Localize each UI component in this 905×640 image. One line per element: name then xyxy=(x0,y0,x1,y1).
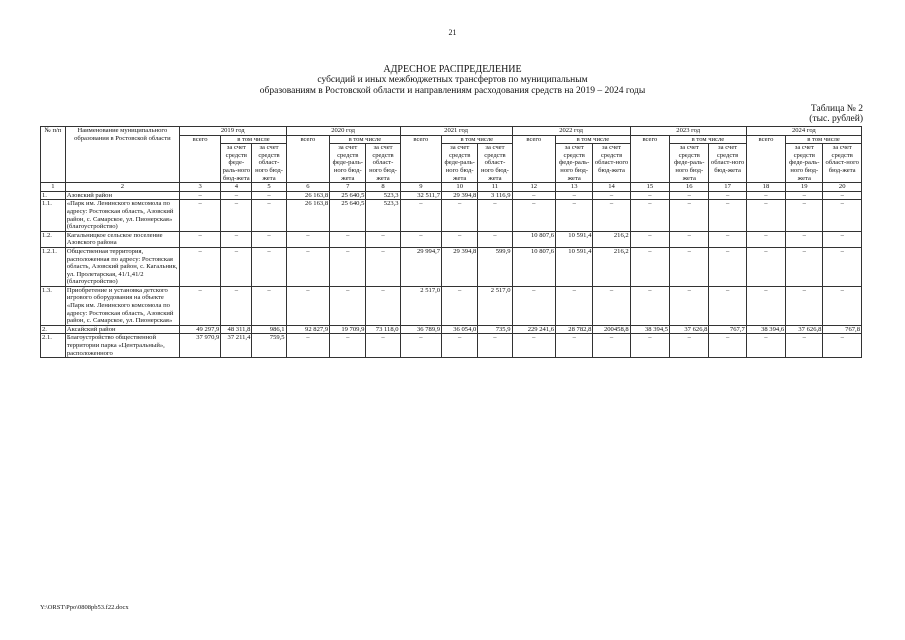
table-row xyxy=(41,334,862,358)
row-value: – xyxy=(330,286,366,325)
row-value: – xyxy=(252,231,286,247)
row-value: 2 517,0 xyxy=(400,286,441,325)
row-value: – xyxy=(252,200,286,231)
header-year: 2021 год xyxy=(400,127,512,136)
column-number: 17 xyxy=(709,183,746,192)
row-value: 38 394,5 xyxy=(630,325,669,334)
row-value: – xyxy=(252,191,286,200)
row-value: 48 311,8 xyxy=(221,325,252,334)
row-value: – xyxy=(366,247,400,286)
row-value: – xyxy=(746,200,785,231)
column-number: 4 xyxy=(221,183,252,192)
row-value: – xyxy=(221,247,252,286)
row-value: 28 782,8 xyxy=(556,325,593,334)
row-name: Благоустройство общественной территории парка «Центральный», расположенного xyxy=(65,334,179,358)
row-value: – xyxy=(286,286,330,325)
row-value: – xyxy=(179,286,220,325)
row-value: – xyxy=(556,286,593,325)
row-value: 29 394,8 xyxy=(442,191,478,200)
row-value: – xyxy=(709,191,746,200)
row-value: – xyxy=(670,247,709,286)
row-value: – xyxy=(746,334,785,358)
title-line-3: образованиям в Ростовской области и направлениям расходования средств на 2019 – 2024 годы xyxy=(259,86,646,96)
row-value: – xyxy=(593,191,630,200)
row-name: Общественная территория, расположенная по адресу: Ростовская область, Азовский район, с. Кагальник, ул. Пролетарская, 41/1,41/2 (благоустройство) xyxy=(66,247,178,286)
header-regional: за счет средств област-ного бюд-жета xyxy=(252,144,286,183)
row-value: – xyxy=(709,200,746,231)
footer-file-path: Y:\ORST\Ppo\0808pb53.f22.docx xyxy=(40,604,129,611)
row-value: – xyxy=(746,231,785,247)
row-value: – xyxy=(630,334,669,358)
row-value: – xyxy=(823,334,862,358)
table-row xyxy=(41,191,862,200)
row-value: 49 297,9 xyxy=(179,325,220,334)
header-year: 2022 год xyxy=(512,127,630,136)
row-value: – xyxy=(786,200,823,231)
row-value: – xyxy=(746,191,785,200)
header-year: 2023 год xyxy=(630,127,746,136)
row-name: Приобретение и установка детского игрового оборудования на объекте «Парк им. Ленинского комсомола по адресу: Ростовская область, Азовский район, с. Самарское, ул. Пионерская» xyxy=(65,286,179,325)
row-value: 25 640,5 xyxy=(330,191,366,200)
row-value: – xyxy=(670,334,709,358)
header-year: 2024 год xyxy=(746,127,861,136)
row-number: 1.2. xyxy=(41,231,66,247)
row-value: 216,2 xyxy=(593,247,630,286)
column-number: 1 xyxy=(41,183,66,192)
row-value: – xyxy=(630,200,669,231)
header-total: всего xyxy=(400,135,441,183)
row-value: 29 394,8 xyxy=(442,247,478,286)
row-value: 29 994,7 xyxy=(400,247,441,286)
row-value: – xyxy=(746,286,785,325)
header-including: в том числе xyxy=(670,135,747,144)
row-value: – xyxy=(786,191,823,200)
row-value: – xyxy=(400,334,441,358)
row-value: – xyxy=(709,286,746,325)
row-value: – xyxy=(478,231,512,247)
row-value: – xyxy=(670,231,709,247)
table-header xyxy=(41,127,862,183)
row-value: – xyxy=(556,191,593,200)
column-number: 5 xyxy=(252,183,286,192)
table-row xyxy=(41,325,862,334)
row-value: – xyxy=(709,231,746,247)
column-number: 16 xyxy=(670,183,709,192)
header-federal: за счет средств феде-раль-ного бюд-жета xyxy=(442,144,478,183)
column-number: 19 xyxy=(786,183,823,192)
row-value: 25 640,5 xyxy=(330,200,366,231)
row-value: – xyxy=(786,286,823,325)
page-number: 21 xyxy=(448,28,457,37)
row-value: – xyxy=(286,334,330,358)
row-value: – xyxy=(330,247,366,286)
row-value: – xyxy=(512,286,556,325)
header-year: 2020 год xyxy=(286,127,400,136)
column-number: 13 xyxy=(556,183,593,192)
header-including: в том числе xyxy=(786,135,862,144)
row-value: – xyxy=(179,200,220,231)
row-value: – xyxy=(823,231,862,247)
header-regional: за счет средств област-ного бюд-жета xyxy=(709,144,746,183)
column-number: 20 xyxy=(823,183,862,192)
table-row xyxy=(41,231,862,247)
row-value: 73 118,0 xyxy=(366,325,400,334)
row-value: – xyxy=(179,191,220,200)
row-value: – xyxy=(823,286,862,325)
row-value: – xyxy=(221,231,252,247)
row-value: – xyxy=(823,191,862,200)
row-value: 38 394,6 xyxy=(746,325,785,334)
row-value: – xyxy=(221,200,252,231)
row-value: – xyxy=(786,247,823,286)
header-regional: за счет средств област-ного бюд-жета xyxy=(823,144,862,183)
row-value: – xyxy=(400,200,441,231)
row-value: – xyxy=(252,247,286,286)
header-name: Наименование муниципального образования в Ростовской области xyxy=(65,127,179,183)
row-name: Кагальницкое сельское поселение Азовского района xyxy=(65,231,179,247)
row-value: – xyxy=(823,200,862,231)
row-value: – xyxy=(593,334,630,358)
row-value: 735,9 xyxy=(478,325,512,334)
row-value: – xyxy=(179,231,220,247)
title-line-2: субсидий и иных межбюджетных трансфертов по муниципальным xyxy=(317,75,588,85)
column-number: 8 xyxy=(366,183,400,192)
row-value: – xyxy=(593,200,630,231)
row-value: – xyxy=(709,334,746,358)
row-value: 26 163,8 xyxy=(286,200,330,231)
row-number: 2. xyxy=(41,325,66,334)
row-value: 767,7 xyxy=(709,325,746,334)
header-including: в том числе xyxy=(221,135,286,144)
header-regional: за счет средств област-ного бюд-жета xyxy=(478,144,512,183)
row-value: 523,3 xyxy=(366,200,400,231)
row-value: 523,3 xyxy=(366,191,400,200)
header-federal: за счет средств феде-раль-ного бюд-жета xyxy=(556,144,593,183)
row-value: – xyxy=(286,247,330,286)
table-number: Таблица № 2 xyxy=(810,104,863,114)
header-row-years xyxy=(41,127,862,136)
row-name: Азовский район xyxy=(65,191,179,200)
row-value: – xyxy=(330,334,366,358)
row-number: 1.1. xyxy=(41,200,66,231)
row-value: – xyxy=(252,286,286,325)
row-value: 10 807,6 xyxy=(512,231,556,247)
header-federal: за счет средств феде-раль-ного бюд-жета xyxy=(786,144,823,183)
row-value: – xyxy=(630,247,669,286)
table-row xyxy=(41,247,862,286)
row-value: 229 241,6 xyxy=(512,325,556,334)
header-regional: за счет средств област-ного бюд-жета xyxy=(593,144,630,183)
row-value: 92 827,9 xyxy=(286,325,330,334)
column-number: 11 xyxy=(478,183,512,192)
header-total: всего xyxy=(746,135,785,183)
row-value: 36 789,9 xyxy=(400,325,441,334)
row-value: 767,8 xyxy=(823,325,862,334)
column-number: 9 xyxy=(400,183,441,192)
row-value: 986,1 xyxy=(252,325,286,334)
row-value: 19 709,9 xyxy=(330,325,366,334)
row-value: – xyxy=(442,200,478,231)
row-value: – xyxy=(786,231,823,247)
row-value: 37 970,9 xyxy=(179,334,220,358)
column-number: 3 xyxy=(179,183,220,192)
row-value: – xyxy=(823,247,862,286)
row-value: – xyxy=(366,286,400,325)
row-value: – xyxy=(221,191,252,200)
column-number-row xyxy=(41,183,862,192)
row-value: – xyxy=(670,200,709,231)
row-value: – xyxy=(746,247,785,286)
column-number: 6 xyxy=(286,183,330,192)
column-number: 7 xyxy=(330,183,366,192)
column-number: 10 xyxy=(442,183,478,192)
header-regional: за счет средств област-ного бюд-жета xyxy=(366,144,400,183)
header-federal: за счет средств феде-раль-ного бюд-жета xyxy=(222,144,251,182)
header-federal: за счет средств феде-раль-ного бюд-жета xyxy=(670,144,709,183)
table-units: (тыс. рублей) xyxy=(809,114,863,124)
column-number: 15 xyxy=(630,183,669,192)
row-value: – xyxy=(630,231,669,247)
row-value: – xyxy=(593,286,630,325)
row-value: – xyxy=(786,334,823,358)
row-value: – xyxy=(512,191,556,200)
row-number: 2.1. xyxy=(41,334,66,358)
row-value: – xyxy=(179,247,220,286)
row-value: – xyxy=(442,334,478,358)
row-value: 200458,8 xyxy=(593,325,630,334)
distribution-table xyxy=(40,126,862,358)
header-including: в том числе xyxy=(556,135,631,144)
column-number: 2 xyxy=(65,183,179,192)
row-name: Аксайский район xyxy=(65,325,179,334)
row-value: – xyxy=(442,231,478,247)
table-row xyxy=(41,286,862,325)
row-value: 216,2 xyxy=(593,231,630,247)
header-total: всего xyxy=(630,135,669,183)
row-value: – xyxy=(366,231,400,247)
row-value: – xyxy=(670,191,709,200)
row-value: 3 116,9 xyxy=(478,191,512,200)
row-value: – xyxy=(221,286,252,325)
row-number: 1.2.1. xyxy=(41,247,66,286)
row-value: – xyxy=(630,191,669,200)
row-value: – xyxy=(286,231,330,247)
row-value: – xyxy=(512,334,556,358)
row-value: – xyxy=(556,334,593,358)
title-line-1: АДРЕСНОЕ РАСПРЕДЕЛЕНИЕ xyxy=(383,64,522,75)
row-value: 10 591,4 xyxy=(556,231,593,247)
header-total: всего xyxy=(286,135,330,183)
row-value: 599,9 xyxy=(478,247,512,286)
row-number: 1. xyxy=(41,191,66,200)
row-value: – xyxy=(670,286,709,325)
row-value: 26 163,8 xyxy=(286,191,330,200)
row-value: 10 807,6 xyxy=(512,247,556,286)
row-value: – xyxy=(400,231,441,247)
row-number: 1.3. xyxy=(41,286,66,325)
column-number: 14 xyxy=(593,183,630,192)
header-federal: за счет средств феде-раль-ного бюд-жета xyxy=(330,144,366,183)
row-value: – xyxy=(556,200,593,231)
row-value: 759,5 xyxy=(252,334,286,358)
header-total: всего xyxy=(512,135,556,183)
row-value: – xyxy=(630,286,669,325)
row-value: 37 626,8 xyxy=(786,325,823,334)
row-value: 37 211,4 xyxy=(221,334,252,358)
row-value: 36 054,0 xyxy=(442,325,478,334)
row-value: 10 591,4 xyxy=(556,247,593,286)
header-num: № п/п xyxy=(41,127,66,183)
row-name: «Парк им. Ленинского комсомола по адресу: Ростовская область, Азовский район, с. Самарское, ул. Пионерская» (благоустройство) xyxy=(65,200,179,231)
table-body xyxy=(41,183,862,358)
row-value: 32 511,7 xyxy=(400,191,441,200)
row-value: – xyxy=(366,334,400,358)
row-value: 37 626,8 xyxy=(670,325,709,334)
row-value: – xyxy=(512,200,556,231)
column-number: 18 xyxy=(746,183,785,192)
row-value: – xyxy=(442,286,478,325)
header-including: в том числе xyxy=(330,135,400,144)
row-value: – xyxy=(478,200,512,231)
header-year: 2019 год xyxy=(179,127,286,136)
table-row xyxy=(41,200,862,231)
column-number: 12 xyxy=(512,183,556,192)
header-including: в том числе xyxy=(442,135,512,144)
header-total: всего xyxy=(179,135,220,183)
row-value: – xyxy=(330,231,366,247)
row-value: – xyxy=(478,334,512,358)
row-value: 2 517,0 xyxy=(478,286,512,325)
row-value: – xyxy=(709,247,746,286)
